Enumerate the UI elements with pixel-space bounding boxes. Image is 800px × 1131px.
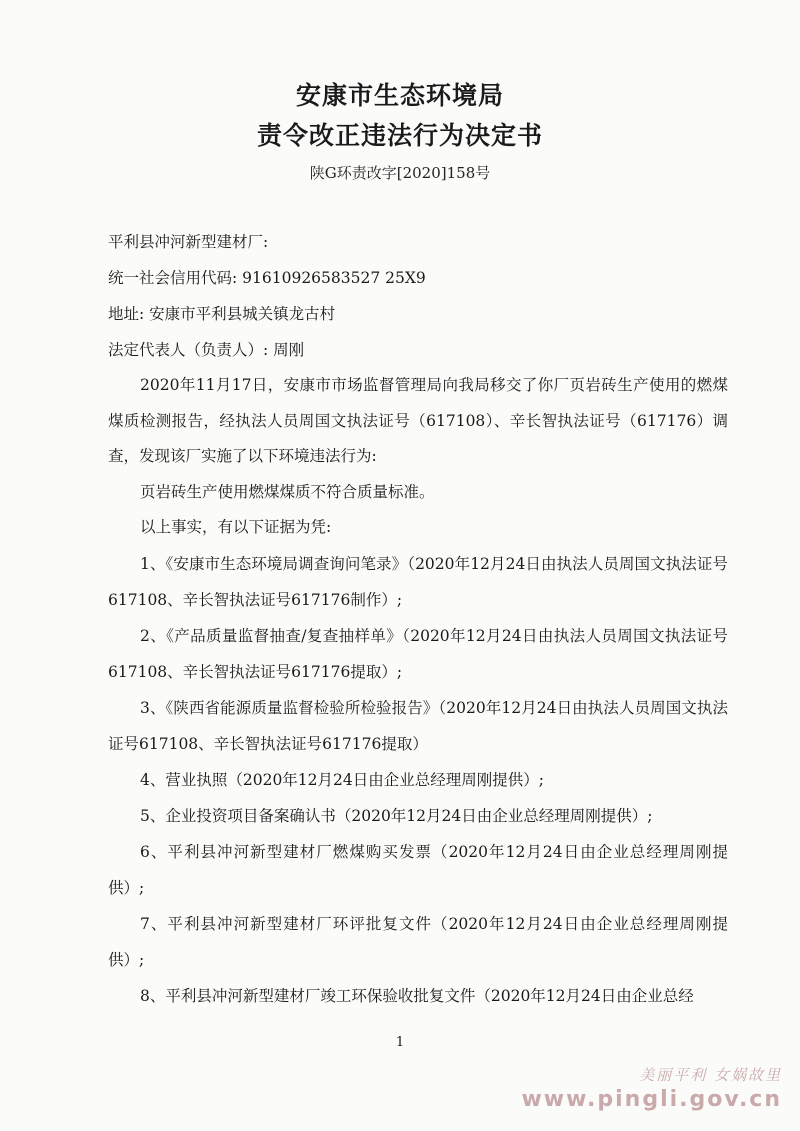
credit-code: 统一社会信用代码: 91610926583527 25X9 [108,269,426,287]
evidence-item: 2、《产品质量监督抽查/复查抽样单》（2020年12月24日由执法人员周国文执法证号617108、辛长智执法证号617176提取）; [108,626,728,681]
document-header [0,78,800,183]
evidence-item: 1、《安康市生态环境局调查询问笔录》（2020年12月24日由执法人员周国文执法证号617108、辛长智执法证号617176制作）; [108,554,728,609]
watermark-site: www.pingli.gov.cn [521,1087,782,1112]
address: 地址: 安康市平利县城关镇龙古村 [108,305,336,323]
evidence-item: 5、企业投资项目备案确认书（2020年12月24日由企业总经理周刚提供）; [140,806,653,825]
evidence-list [108,546,728,1014]
watermark-slogan: 美丽平利 女娲故里 [639,1066,782,1084]
legal-representative: 法定代表人（负责人）: 周刚 [108,341,305,359]
site-watermark [521,1064,782,1112]
evidence-item: 4、营业执照（2020年12月24日由企业总经理周刚提供）; [140,770,544,789]
issuer-title: 安康市生态环境局 [295,81,504,110]
recipient-name: 平利县冲河新型建材厂: [108,233,269,251]
evidence-intro: 以上事实，有以下证据为凭: [140,518,332,536]
document-number: 陕G环责改字[2020]158号 [309,164,491,182]
document-body [108,224,728,1014]
violation-paragraph: 页岩砖生产使用燃煤煤质不符合质量标准。 [140,482,435,501]
intro-paragraph: 2020年11月17日，安康市市场监督管理局向我局移交了你厂页岩砖生产使用的燃煤煤质检测报告，经执法人员周国文执法证号（617108）、辛长智执法证号（617176）调查，发现该厂实施了以下环境违法行为: [108,376,728,465]
body-paragraphs [108,368,728,546]
evidence-item: 3、《陕西省能源质量监督检验所检验报告》（2020年12月24日由执法人员周国文执法证号617108、辛长智执法证号617176提取） [108,698,728,753]
page-number: 1 [395,1035,405,1050]
evidence-item: 6、平利县冲河新型建材厂燃煤购买发票（2020年12月24日由企业总经理周刚提供）; [108,842,728,897]
evidence-item: 8、平利县冲河新型建材厂竣工环保验收批复文件（2020年12月24日由企业总经 [140,986,694,1005]
document-title: 责令改正违法行为决定书 [256,121,543,150]
evidence-item: 7、平利县冲河新型建材厂环评批复文件（2020年12月24日由企业总经理周刚提供）; [108,914,728,969]
